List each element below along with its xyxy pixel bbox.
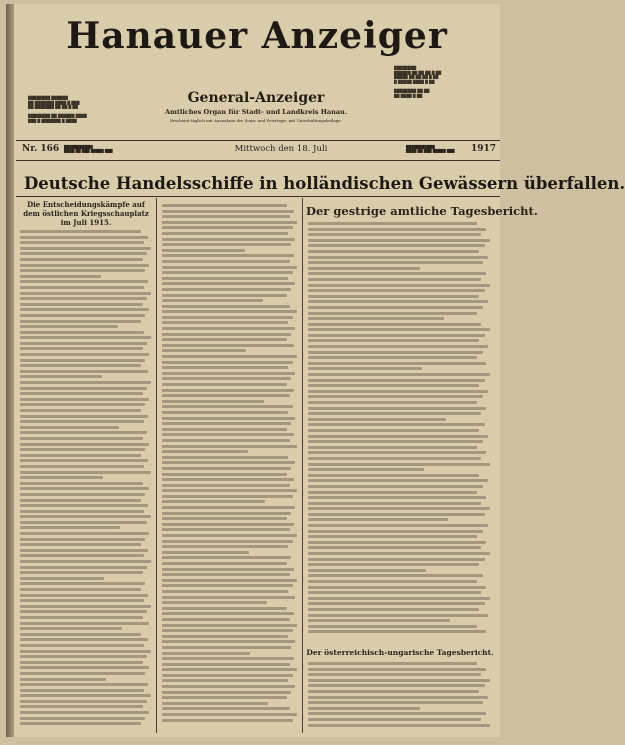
text-line: [20, 431, 147, 434]
text-line: [308, 323, 481, 326]
text-line: [162, 528, 290, 531]
text-line: [20, 264, 149, 267]
text-line: [20, 678, 106, 681]
text-line: [20, 638, 148, 641]
text-line: [20, 258, 143, 261]
text-line: [162, 282, 295, 285]
text-line: [308, 345, 488, 348]
text-line: [162, 277, 288, 280]
text-line: [308, 597, 490, 600]
text-line: [20, 280, 148, 283]
text-line: [20, 325, 118, 328]
text-line: [20, 236, 148, 239]
text-line: [162, 305, 290, 308]
text-line: [308, 384, 479, 387]
right-article-body: [308, 222, 492, 640]
text-line: [162, 713, 297, 716]
text-line: [162, 389, 294, 392]
text-line: [20, 471, 151, 474]
text-line: [308, 295, 479, 298]
text-line: [162, 254, 294, 257]
text-line: [162, 417, 295, 420]
text-line: [162, 601, 267, 604]
text-line: [20, 286, 144, 289]
text-line: [308, 440, 483, 443]
text-line: [162, 226, 293, 229]
text-line: [162, 579, 297, 582]
text-line: [308, 395, 483, 398]
column-divider-2: [302, 198, 303, 733]
text-line: [162, 394, 290, 397]
text-line: [308, 619, 450, 622]
text-line: [308, 524, 488, 527]
text-line: [162, 702, 268, 705]
text-line: [162, 294, 287, 297]
text-line: [162, 405, 293, 408]
text-line: [162, 327, 295, 330]
text-line: [162, 484, 290, 487]
text-line: [308, 546, 481, 549]
text-line: [308, 407, 486, 410]
dateline-rule-bottom: [16, 160, 500, 161]
text-line: [308, 429, 479, 432]
text-line: [162, 584, 293, 587]
right-section-heading: Der österreichisch-ungarische Tagesbericht.: [306, 648, 494, 657]
text-line: [162, 366, 288, 369]
text-line: [20, 515, 151, 518]
text-line: [308, 718, 481, 721]
text-line: [20, 666, 149, 669]
text-line: [308, 367, 422, 370]
text-line: [20, 459, 148, 462]
text-line: [20, 610, 147, 613]
text-line: [308, 563, 479, 566]
text-line: [162, 657, 294, 660]
text-line: [162, 433, 294, 436]
text-line: [308, 586, 486, 589]
text-line: [20, 353, 149, 356]
text-line: [308, 591, 481, 594]
text-line: [20, 426, 119, 429]
text-line: [162, 333, 291, 336]
text-line: [20, 409, 141, 412]
text-line: [162, 652, 250, 655]
text-line: [308, 256, 488, 259]
text-line: [162, 411, 288, 414]
text-line: [20, 700, 147, 703]
text-line: [20, 571, 143, 574]
text-line: [308, 334, 485, 337]
text-line: [162, 355, 297, 358]
text-line: [20, 364, 141, 367]
text-line: [20, 359, 145, 362]
text-line: [308, 684, 485, 687]
text-line: [20, 672, 145, 675]
text-line: [162, 624, 297, 627]
text-line: [308, 435, 488, 438]
text-line: [162, 422, 291, 425]
text-line: [308, 418, 446, 421]
text-line: [20, 526, 120, 529]
text-line: [308, 690, 479, 693]
text-line: [20, 308, 149, 311]
text-line: [162, 663, 290, 666]
text-line: [162, 316, 293, 319]
text-line: [20, 320, 141, 323]
text-line: [308, 625, 477, 628]
text-line: [162, 232, 288, 235]
text-line: [20, 347, 143, 350]
text-line: [20, 420, 144, 423]
text-line: [162, 445, 297, 448]
text-line: [20, 722, 141, 725]
left-subscription-block: ████████ ██████ ██ ███████ ████ █ ███ ██ ███████ ██ ██ █ ██ ████████ ██ ██████ ████ ███ █ ███████ █ ████: [28, 96, 87, 123]
text-line: [20, 387, 147, 390]
text-line: [20, 370, 148, 373]
text-line: [308, 267, 420, 270]
text-line: [308, 250, 479, 253]
text-line: [20, 275, 101, 278]
text-line: [162, 210, 294, 213]
text-line: [308, 673, 481, 676]
text-line: [20, 437, 143, 440]
text-line: [20, 711, 149, 714]
text-line: [162, 456, 288, 459]
text-line: [162, 467, 291, 470]
text-line: [20, 566, 147, 569]
text-line: [308, 707, 420, 710]
text-line: [308, 712, 486, 715]
text-line: [308, 502, 481, 505]
text-line: [162, 489, 297, 492]
text-line: [20, 689, 144, 692]
text-line: [308, 558, 485, 561]
text-line: [162, 640, 295, 643]
text-line: [20, 381, 151, 384]
text-line: [20, 655, 147, 658]
issue-year: 1917: [470, 144, 496, 154]
text-line: [20, 577, 104, 580]
text-line: [162, 243, 291, 246]
text-line: [308, 496, 486, 499]
text-line: [20, 644, 144, 647]
text-line: [308, 356, 477, 359]
text-line: [162, 361, 293, 364]
text-line: [308, 696, 488, 699]
text-line: [162, 523, 294, 526]
text-line: [20, 448, 145, 451]
text-line: [162, 506, 295, 509]
text-line: [162, 629, 293, 632]
masthead-rule-top: [16, 140, 500, 141]
text-line: [20, 415, 148, 418]
text-line: [162, 428, 287, 431]
masthead-publication-note: Erscheint täglich mit Ausnahme der Sonn- und Feiertage, mit Unterhaltungsbeilage.: [170, 118, 342, 123]
text-line: [20, 543, 141, 546]
text-line: [308, 530, 483, 533]
text-line: [308, 300, 488, 303]
text-line: [308, 457, 481, 460]
text-line: [308, 362, 486, 365]
text-line: [162, 568, 294, 571]
left-telephone-note: ███████████ ████ ██ ███ █████ ███: [64, 145, 113, 153]
text-line: [20, 303, 143, 306]
text-line: [20, 594, 148, 597]
text-line: [308, 574, 483, 577]
text-line: [308, 668, 486, 671]
text-line: [308, 463, 490, 466]
text-line: [162, 668, 297, 671]
dateline: [16, 144, 500, 158]
text-line: [162, 612, 294, 615]
text-line: [162, 646, 291, 649]
text-line: [20, 230, 141, 233]
text-line: [308, 662, 477, 665]
text-line: [20, 549, 148, 552]
text-line: [308, 328, 490, 331]
text-line: [20, 487, 149, 490]
text-line: [308, 507, 490, 510]
text-line: [20, 510, 144, 513]
text-line: [308, 306, 483, 309]
left-article-body: [20, 230, 152, 730]
right-price-block: ████████ ██████ ██ ██ ██ █ ██ █████ ██ ██ ██ █ ██ █ █████ ████ █ ██ ████████ ██ ██ ██ ████ █ ██: [394, 66, 442, 98]
issue-date: Mittwoch den 18. Juli: [234, 144, 328, 154]
text-line: [20, 616, 143, 619]
text-line: [308, 614, 488, 617]
text-line: [162, 495, 293, 498]
text-line: [20, 504, 148, 507]
text-line: [20, 269, 145, 272]
text-line: [162, 372, 295, 375]
text-line: [308, 724, 490, 727]
left-article-title: Die Entscheidungskämpfe auf dem östlichen Kriegsschauplatz im Juli 1915.: [23, 200, 149, 227]
text-line: [308, 491, 477, 494]
text-line: [308, 513, 485, 516]
text-line: [20, 582, 145, 585]
text-line: [162, 540, 293, 543]
text-line: [20, 532, 149, 535]
text-line: [20, 398, 149, 401]
text-line: [308, 244, 485, 247]
text-line: [162, 221, 297, 224]
text-line: [308, 701, 483, 704]
text-line: [20, 336, 151, 339]
text-line: [162, 562, 287, 565]
text-line: [308, 222, 477, 225]
text-line: [20, 482, 143, 485]
text-line: [20, 717, 145, 720]
text-line: [20, 292, 151, 295]
text-line: [308, 485, 483, 488]
text-line: [162, 596, 295, 599]
right-section-body: [308, 662, 492, 730]
text-line: [162, 696, 287, 699]
text-line: [162, 310, 297, 313]
text-line: [308, 351, 483, 354]
text-line: [162, 383, 287, 386]
text-line: [162, 556, 291, 559]
text-line: [162, 249, 245, 252]
text-line: [20, 627, 122, 630]
text-line: [162, 271, 293, 274]
text-line: [162, 478, 294, 481]
text-line: [162, 517, 287, 520]
text-line: [308, 608, 479, 611]
column-divider-1: [156, 198, 157, 733]
text-line: [308, 312, 477, 315]
text-line: [162, 551, 249, 554]
text-line: [162, 400, 264, 403]
text-line: [162, 707, 290, 710]
text-line: [20, 521, 147, 524]
text-line: [20, 599, 144, 602]
text-line: [308, 272, 486, 275]
text-line: [308, 228, 486, 231]
text-line: [20, 314, 145, 317]
main-headline: Deutsche Handelsschiffe in holländischen Gewässern überfallen.: [24, 174, 625, 193]
text-line: [308, 552, 490, 555]
text-line: [162, 349, 246, 352]
masthead-tagline: Amtliches Organ für Stadt- und Landkreis Hanau.: [164, 108, 348, 116]
text-line: [162, 534, 297, 537]
text-line: [20, 499, 141, 502]
text-line: [20, 342, 147, 345]
text-line: [162, 685, 295, 688]
masthead-subtitle: General-Anzeiger: [187, 90, 325, 106]
text-line: [308, 602, 485, 605]
text-line: [162, 461, 295, 464]
right-telephone-note: ███████████ ████ ██ ███ █████ ███: [406, 145, 455, 153]
text-line: [162, 719, 293, 722]
text-line: [308, 451, 486, 454]
text-line: [20, 588, 141, 591]
text-line: [308, 239, 490, 242]
text-line: [20, 705, 143, 708]
text-line: [162, 450, 248, 453]
text-line: [162, 573, 290, 576]
text-line: [20, 465, 144, 468]
text-line: [308, 278, 481, 281]
text-line: [20, 650, 151, 653]
text-line: [20, 476, 103, 479]
text-line: [308, 339, 479, 342]
text-line: [162, 215, 290, 218]
text-line: [162, 288, 291, 291]
text-line: [162, 439, 290, 442]
text-line: [308, 289, 485, 292]
text-line: [308, 390, 488, 393]
text-line: [308, 317, 444, 320]
text-line: [308, 630, 486, 633]
text-line: [20, 605, 151, 608]
text-line: [162, 618, 290, 621]
newspaper-page: [6, 4, 625, 737]
text-line: [162, 607, 287, 610]
text-line: [162, 590, 288, 593]
text-line: [20, 633, 141, 636]
right-article-title: Der gestrige amtliche Tagesbericht.: [306, 204, 538, 218]
text-line: [308, 479, 488, 482]
text-line: [20, 694, 151, 697]
text-line: [308, 518, 448, 521]
text-line: [20, 538, 145, 541]
text-line: [162, 473, 287, 476]
text-line: [20, 493, 145, 496]
text-line: [162, 338, 287, 341]
text-line: [20, 297, 147, 300]
text-line: [308, 468, 424, 471]
text-line: [308, 412, 481, 415]
text-line: [308, 423, 485, 426]
text-line: [308, 569, 426, 572]
text-line: [308, 541, 486, 544]
text-line: [162, 299, 263, 302]
text-line: [308, 580, 477, 583]
text-line: [308, 474, 479, 477]
text-line: [20, 661, 143, 664]
text-line: [308, 379, 485, 382]
text-line: [162, 266, 297, 269]
headline-rule: [16, 196, 500, 197]
text-line: [308, 446, 477, 449]
text-line: [308, 373, 490, 376]
text-line: [20, 560, 151, 563]
text-line: [162, 691, 291, 694]
text-line: [20, 331, 144, 334]
text-line: [308, 284, 490, 287]
text-line: [308, 233, 481, 236]
text-line: [162, 545, 288, 548]
text-line: [20, 454, 141, 457]
text-line: [20, 392, 143, 395]
page-edge-shadow: [6, 4, 14, 737]
text-line: [20, 241, 144, 244]
text-line: [162, 679, 288, 682]
text-line: [162, 260, 290, 263]
issue-number: Nr. 166: [22, 144, 60, 154]
text-line: [308, 535, 477, 538]
text-line: [308, 261, 483, 264]
column-left: [20, 200, 152, 227]
text-line: [20, 683, 148, 686]
text-line: [162, 674, 293, 677]
text-line: [308, 401, 477, 404]
text-line: [20, 252, 147, 255]
text-line: [162, 635, 288, 638]
masthead-title: Hanauer Anzeiger: [66, 15, 448, 57]
text-line: [162, 321, 288, 324]
text-line: [20, 247, 151, 250]
text-line: [162, 344, 294, 347]
text-line: [308, 679, 490, 682]
text-line: [20, 554, 144, 557]
text-line: [20, 443, 149, 446]
text-line: [162, 377, 291, 380]
text-line: [20, 622, 149, 625]
text-line: [162, 512, 291, 515]
text-line: [162, 204, 287, 207]
text-line: [162, 500, 265, 503]
middle-article-body: [162, 204, 298, 730]
text-line: [162, 238, 295, 241]
text-line: [20, 375, 102, 378]
text-line: [20, 403, 145, 406]
